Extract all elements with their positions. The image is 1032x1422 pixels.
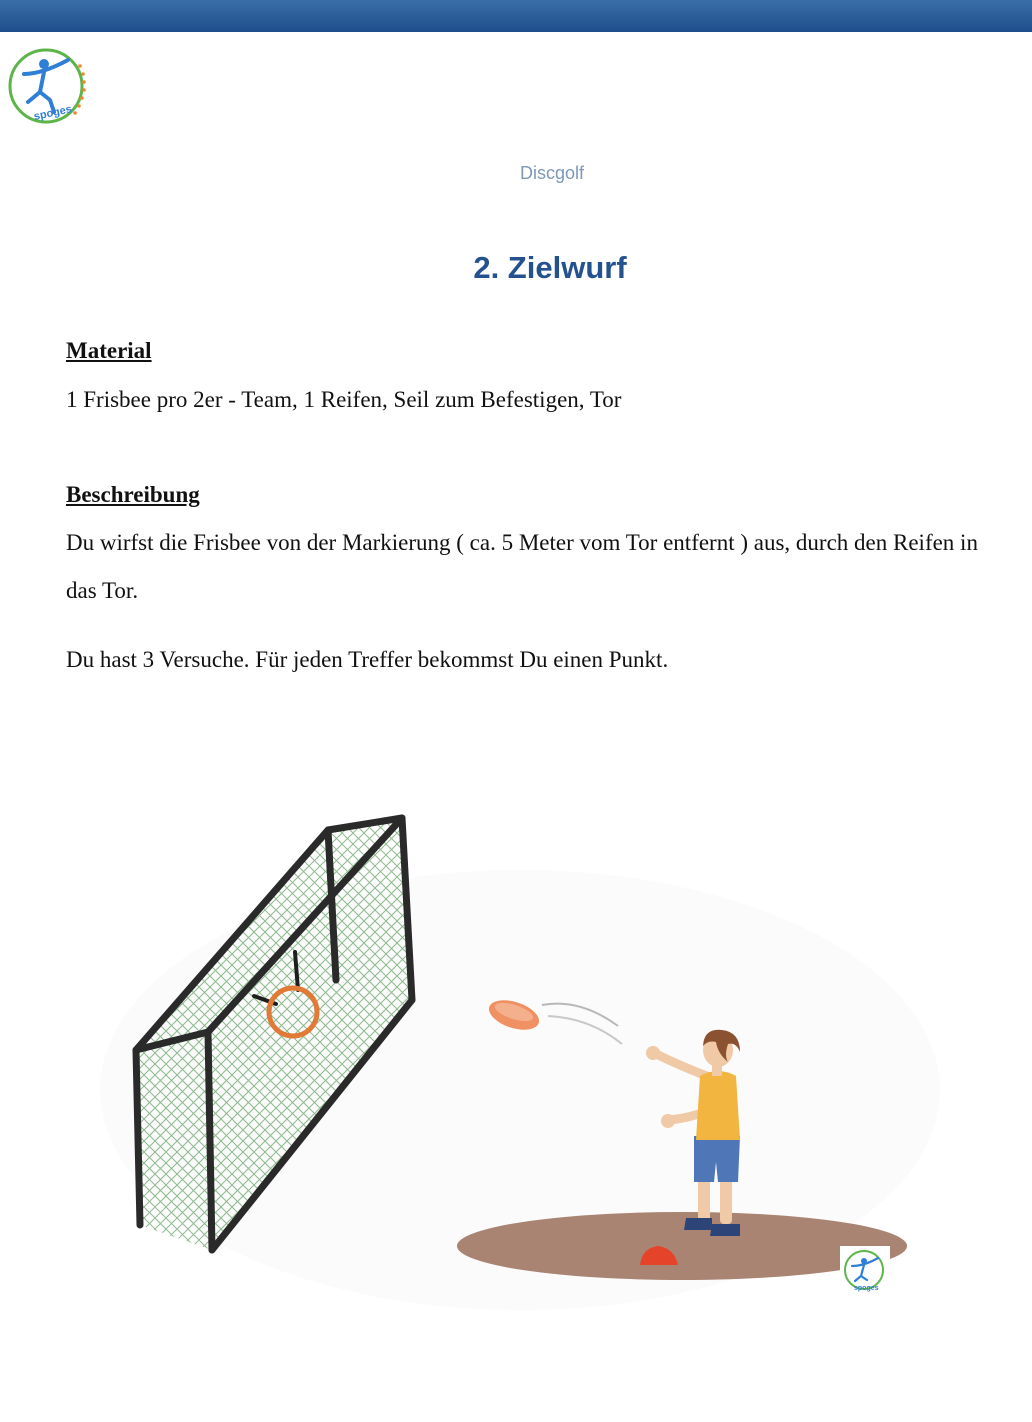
spoges-logo xyxy=(4,44,92,132)
ground-area xyxy=(457,1212,907,1280)
description-heading: Beschreibung xyxy=(66,482,200,507)
header-section-label: Discgolf xyxy=(519,163,585,183)
material-heading: Material xyxy=(66,338,152,363)
illustration-logo xyxy=(840,1246,890,1296)
description-paragraph: Du wirfst die Frisbee von der Markierung ( ca. 5 Meter vom Tor entfernt ) aus, durch den Reifen in das Tor. xyxy=(66,530,978,603)
logo-text: spoges xyxy=(32,103,73,123)
top-bar xyxy=(0,0,1032,32)
material-text: 1 Frisbee pro 2er - Team, 1 Reifen, Seil zum Befestigen, Tor xyxy=(66,387,622,412)
illustration-logo-text: spoges xyxy=(854,1285,879,1292)
rules-paragraph: Du hast 3 Versuche. Für jeden Treffer bekommst Du einen Punkt. xyxy=(66,647,669,672)
target-throw-illustration xyxy=(100,800,940,1310)
page-title: 2. Zielwurf xyxy=(473,250,627,285)
